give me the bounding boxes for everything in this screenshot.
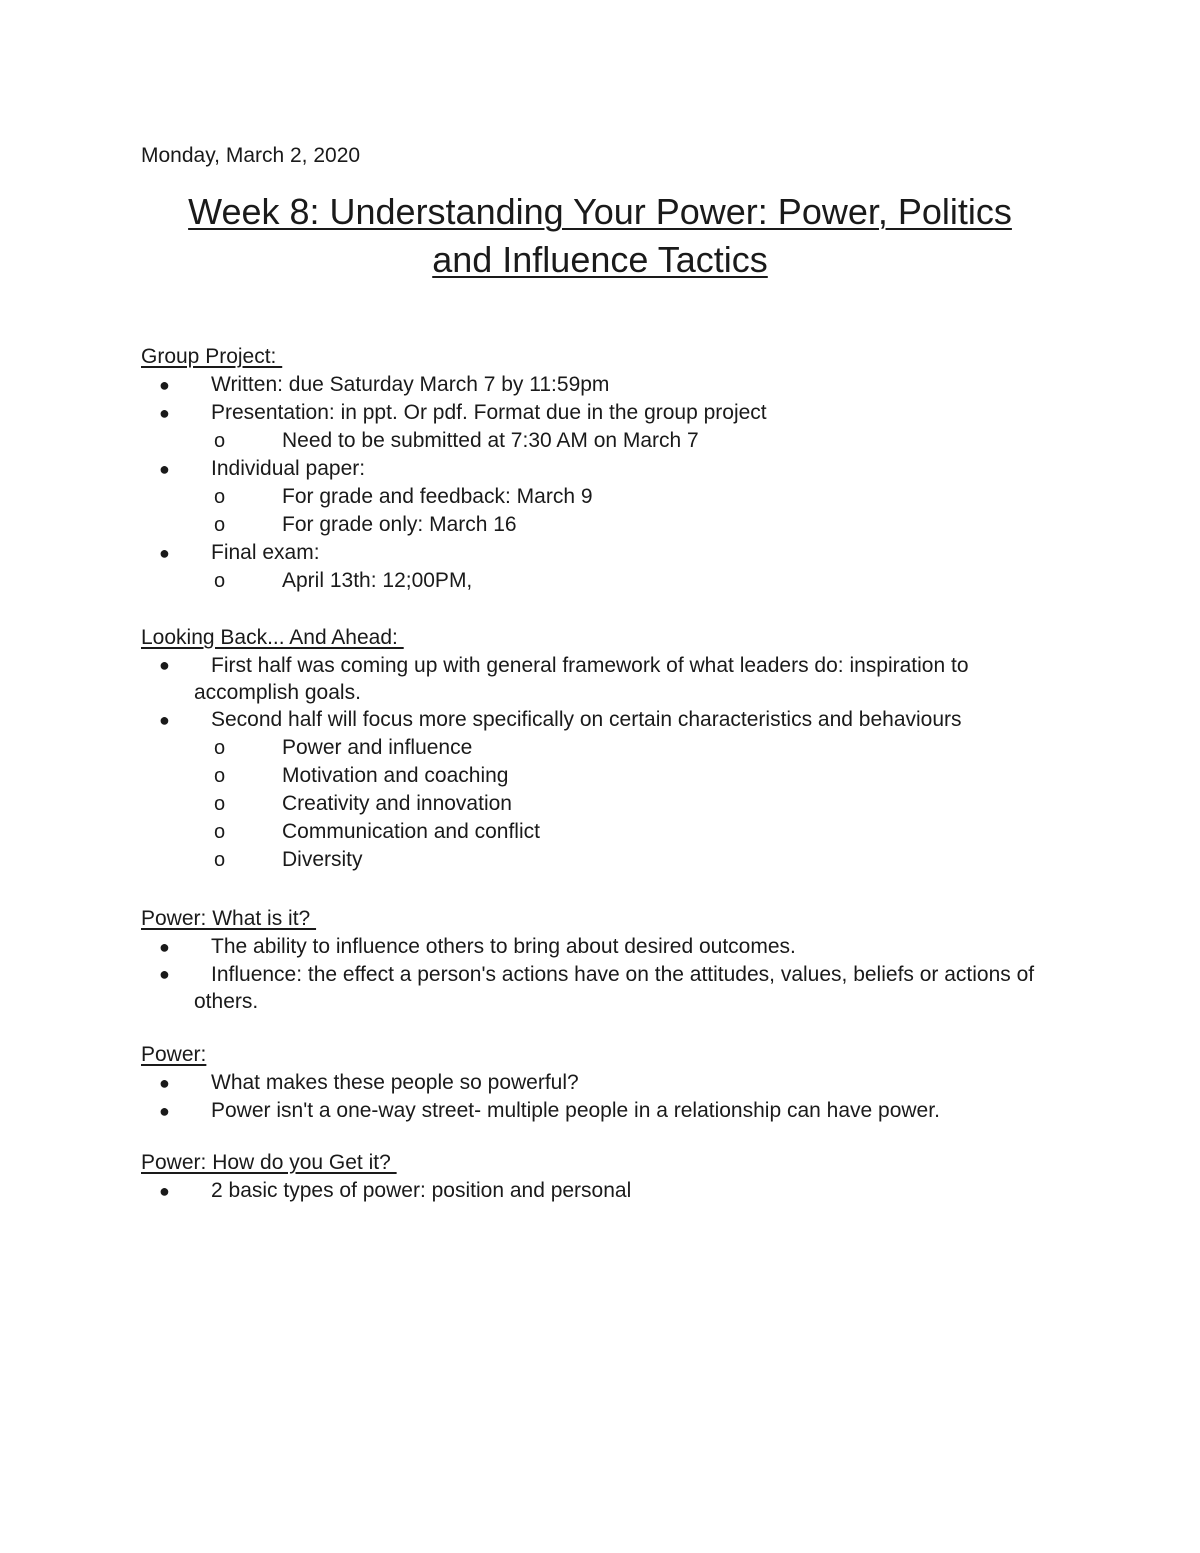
- sub-list-item: [141, 818, 1081, 846]
- list-item: [141, 1097, 1081, 1125]
- list-item: [141, 961, 1081, 1015]
- circle-bullet-icon: o: [214, 765, 226, 787]
- list-item-text: Written: due Saturday March 7 by 11:59pm: [211, 373, 610, 396]
- list-item-text: Influence: the effect a person's actions have on the attitudes, values, beliefs or actions of others.: [194, 963, 1035, 1013]
- sub-list-item-text: For grade only: March 16: [282, 513, 517, 536]
- bullet-icon: ●: [159, 655, 170, 675]
- circle-bullet-icon: o: [214, 486, 226, 508]
- bullet-icon: ●: [159, 375, 170, 395]
- sub-list-item-text: Communication and conflict: [282, 820, 540, 843]
- circle-bullet-icon: o: [214, 430, 226, 452]
- section-heading: Group Project:: [141, 345, 283, 368]
- bullet-icon: ●: [159, 1181, 170, 1201]
- list-item-text: Individual paper:: [211, 457, 366, 480]
- list-item: [141, 933, 1081, 961]
- list-item: [141, 371, 1081, 399]
- bullet-icon: ●: [159, 1101, 170, 1121]
- list-item: [141, 455, 1081, 483]
- sub-list-item: [141, 846, 1081, 874]
- sub-list-item: [141, 567, 1081, 595]
- bullet-icon: ●: [159, 937, 170, 957]
- sub-list-item: [141, 483, 1081, 511]
- circle-bullet-icon: o: [214, 849, 226, 871]
- title-line-1: Week 8: Understanding Your Power: Power, Politics: [188, 191, 1012, 232]
- section-group-project: [141, 343, 1081, 595]
- list-item: [141, 706, 1081, 734]
- list-item: [141, 539, 1081, 567]
- circle-bullet-icon: o: [214, 570, 226, 592]
- list-item-text: What makes these people so powerful?: [211, 1071, 579, 1094]
- circle-bullet-icon: o: [214, 514, 226, 536]
- list-item-text: Power isn't a one-way street- multiple people in a relationship can have power.: [211, 1099, 940, 1122]
- section-power: [141, 1041, 1081, 1125]
- list-item-text: Second half will focus more specifically on certain characteristics and behaviours: [211, 708, 962, 731]
- section-heading: Power: How do you Get it?: [141, 1151, 397, 1174]
- list-item-text: First half was coming up with general framework of what leaders do: inspiration to accomplish goals.: [194, 654, 969, 704]
- bullet-icon: ●: [159, 403, 170, 423]
- sub-list-item: [141, 790, 1081, 818]
- section-power-what: [141, 905, 1081, 1015]
- sub-list-item-text: April 13th: 12;00PM,: [282, 569, 473, 592]
- list-item-text: Final exam:: [211, 541, 320, 564]
- sub-list-item-text: Creativity and innovation: [282, 792, 512, 815]
- sub-list-item-text: For grade and feedback: March 9: [282, 485, 593, 508]
- sub-list-item: [141, 734, 1081, 762]
- section-heading: Power: What is it?: [141, 907, 317, 930]
- title-line-2: and Influence Tactics: [432, 239, 768, 280]
- list-item: [141, 1069, 1081, 1097]
- section-power-how: [141, 1149, 1081, 1205]
- sub-list-item-text: Need to be submitted at 7:30 AM on March 7: [282, 429, 699, 452]
- sub-list-item-text: Power and influence: [282, 736, 473, 759]
- bullet-icon: ●: [159, 543, 170, 563]
- sub-list-item: [141, 762, 1081, 790]
- bullet-icon: ●: [159, 1073, 170, 1093]
- circle-bullet-icon: o: [214, 737, 226, 759]
- section-heading: Power:: [141, 1043, 207, 1066]
- list-item-text: The ability to influence others to bring about desired outcomes.: [211, 935, 796, 958]
- sub-list-item-text: Motivation and coaching: [282, 764, 509, 787]
- circle-bullet-icon: o: [214, 793, 226, 815]
- list-item: [141, 652, 1081, 706]
- document-title: [120, 188, 1080, 284]
- list-item: [141, 399, 1081, 427]
- bullet-icon: ●: [159, 710, 170, 730]
- bullet-icon: ●: [159, 459, 170, 479]
- sub-list-item: [141, 427, 1081, 455]
- section-looking-back: [141, 624, 1081, 874]
- sub-list-item-text: Diversity: [282, 848, 363, 871]
- list-item-text: 2 basic types of power: position and personal: [211, 1179, 632, 1202]
- document-date: Monday, March 2, 2020: [141, 144, 361, 167]
- list-item: [141, 1177, 1081, 1205]
- list-item-text: Presentation: in ppt. Or pdf. Format due in the group project: [211, 401, 767, 424]
- circle-bullet-icon: o: [214, 821, 226, 843]
- sub-list-item: [141, 511, 1081, 539]
- section-heading: Looking Back... And Ahead:: [141, 626, 404, 649]
- bullet-icon: ●: [159, 964, 170, 984]
